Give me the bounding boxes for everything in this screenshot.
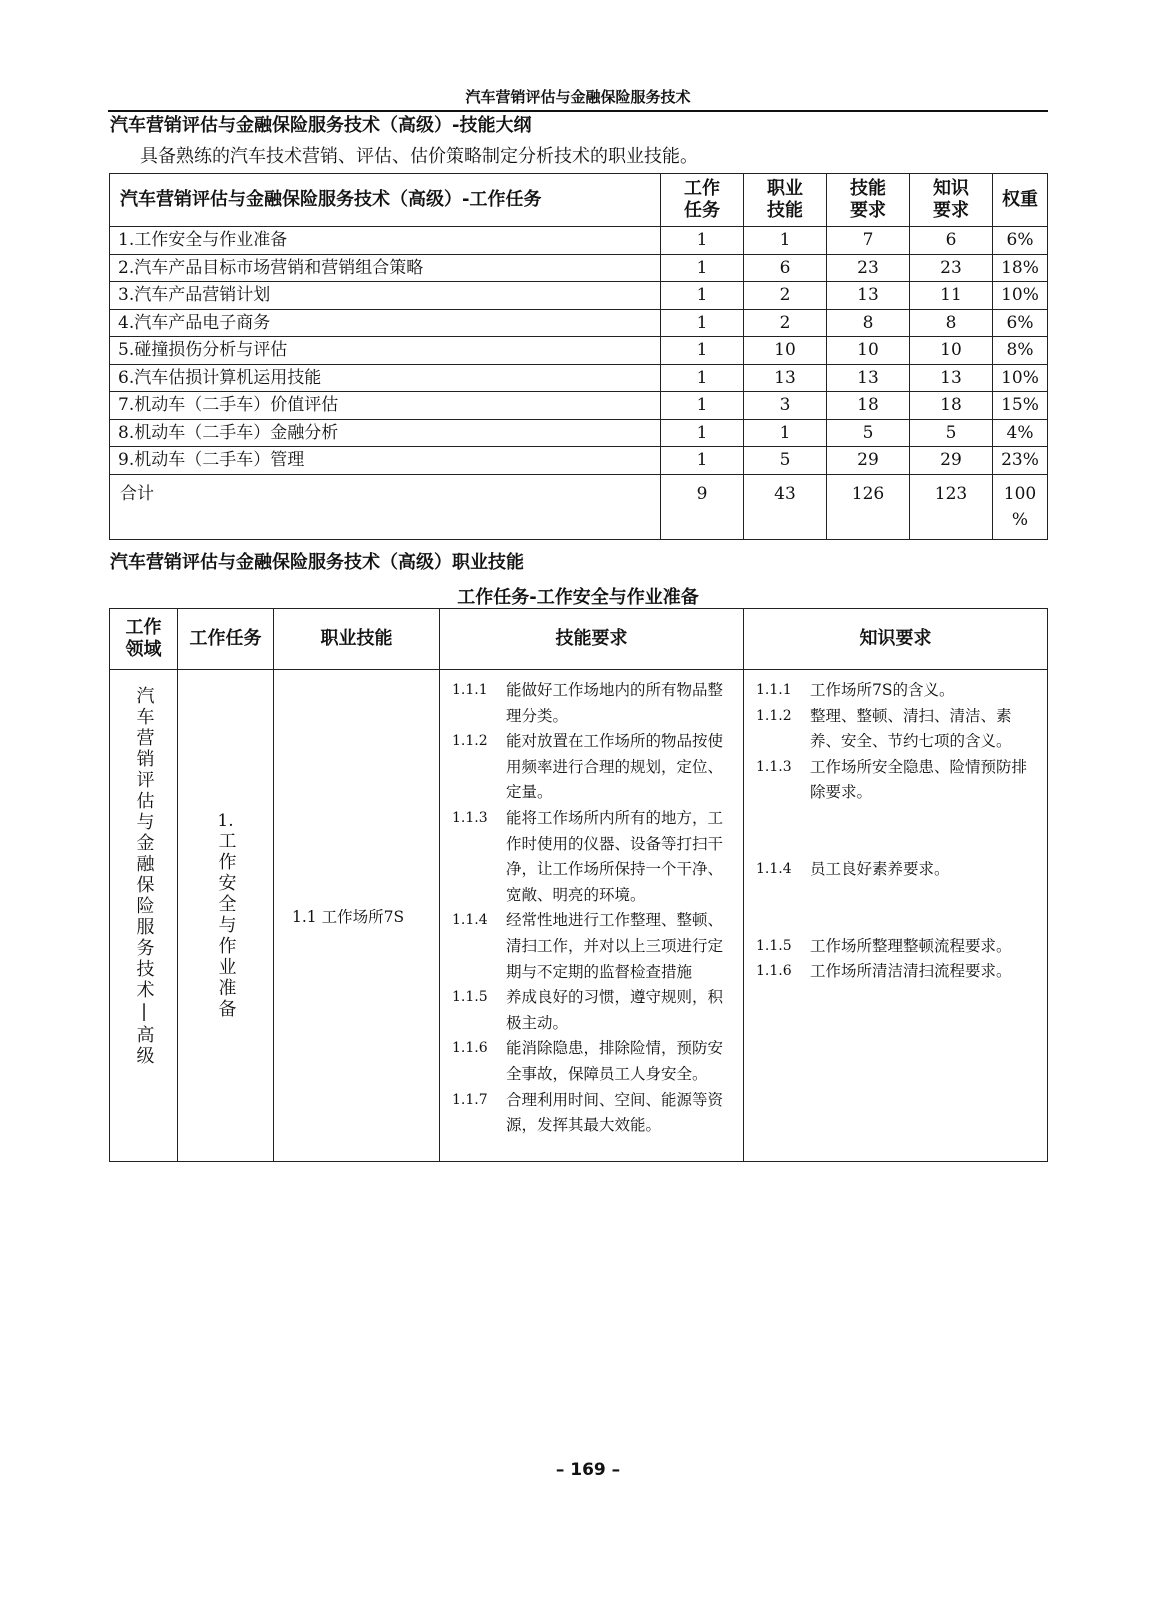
cell-work-tasks: 1	[661, 337, 744, 365]
header-knowledge-requirements: 知识要求	[744, 609, 1048, 670]
item-number: 1.1.5	[756, 937, 792, 954]
cell-skill-req: 8	[827, 309, 910, 337]
section-title-outline: 汽车营销评估与金融保险服务技术（高级）-技能大纲	[110, 115, 532, 136]
cell-knowledge-req: 18	[910, 392, 993, 420]
header-work-tasks-count: 工作 任务	[661, 174, 744, 227]
cell-task: 6.汽车估损计算机运用技能	[110, 364, 661, 392]
cell-knowledge-req: 8	[910, 309, 993, 337]
header-skill: 职业技能	[274, 609, 440, 670]
list-item	[452, 1088, 735, 1139]
item-number: 1.1.2	[452, 733, 488, 750]
total-weight: 100 %	[993, 474, 1048, 539]
cell-task: 1.工作安全与作业准备	[110, 227, 661, 255]
domain-cell	[110, 670, 178, 1162]
cell-skills: 2	[744, 282, 827, 310]
item-number: 1.1.6	[452, 1040, 488, 1057]
cell-weight: 6%	[993, 309, 1048, 337]
cell-skills: 1	[744, 419, 827, 447]
cell-knowledge-req: 5	[910, 419, 993, 447]
section-subtitle: 工作任务-工作安全与作业准备	[457, 587, 699, 608]
section-intro: 具备熟练的汽车技术营销、评估、估价策略制定分析技术的职业技能。	[140, 146, 698, 167]
cell-skills: 5	[744, 447, 827, 475]
header-domain: 工作 领域	[110, 609, 178, 670]
cell-weight: 4%	[993, 419, 1048, 447]
cell-skill-req: 13	[827, 282, 910, 310]
table-header-row	[110, 609, 1048, 670]
cell-task: 8.机动车（二手车）金融分析	[110, 419, 661, 447]
item-text: 能将工作场所内所有的地方，工作时使用的仪器、设备等打扫干净，让工作场所保持一个干净、宽敞、明亮的环境。	[506, 808, 724, 904]
cell-task: 5.碰撞损伤分析与评估	[110, 337, 661, 365]
table-row	[110, 282, 1048, 310]
cell-weight: 23%	[993, 447, 1048, 475]
skills-summary-table	[109, 173, 1048, 540]
table-row	[110, 364, 1048, 392]
total-work-tasks: 9	[661, 474, 744, 539]
item-text: 能对放置在工作场所的物品按使用频率进行合理的规划，定位、定量。	[506, 732, 724, 802]
cell-weight: 18%	[993, 254, 1048, 282]
item-text: 经常性地进行工作整理、整顿、清扫工作，并对以上三项进行定期与不定期的监督检查措施	[506, 911, 724, 981]
cell-skills: 2	[744, 309, 827, 337]
table-header-row	[110, 174, 1048, 227]
item-text: 工作场所清洁清扫流程要求。	[810, 962, 1012, 981]
cell-weight: 10%	[993, 282, 1048, 310]
cell-knowledge-req: 10	[910, 337, 993, 365]
cell-skill-req: 23	[827, 254, 910, 282]
list-item	[452, 806, 735, 908]
cell-skill-req: 10	[827, 337, 910, 365]
knowledge-requirements-cell	[744, 670, 1048, 1162]
header-skills-count: 职业 技能	[744, 174, 827, 227]
cell-knowledge-req: 13	[910, 364, 993, 392]
item-text: 能消除隐患，排除险情，预防安全事故，保障员工人身安全。	[506, 1039, 724, 1083]
cell-weight: 8%	[993, 337, 1048, 365]
cell-skill-req: 18	[827, 392, 910, 420]
list-item	[452, 678, 735, 729]
cell-weight: 6%	[993, 227, 1048, 255]
item-number: 1.1.3	[452, 809, 488, 826]
task-text: 工作安全与作业准备	[215, 831, 237, 1020]
section-title-skills: 汽车营销评估与金融保险服务技术（高级）职业技能	[110, 552, 524, 573]
table-row	[110, 670, 1048, 1162]
page-number: – 169 –	[555, 1460, 621, 1480]
cell-task: 7.机动车（二手车）价值评估	[110, 392, 661, 420]
item-number: 1.1.6	[756, 963, 792, 980]
table-row	[110, 227, 1048, 255]
skill-detail-table	[109, 608, 1048, 1162]
table-row	[110, 309, 1048, 337]
item-text: 能做好工作场地内的所有物品整理分类。	[506, 681, 724, 725]
table-row	[110, 254, 1048, 282]
cell-skills: 13	[744, 364, 827, 392]
cell-work-tasks: 1	[661, 419, 744, 447]
item-text: 员工良好素养要求。	[810, 859, 950, 878]
running-header: 汽车营销评估与金融保险服务技术	[108, 84, 1048, 112]
item-number: 1.1.4	[756, 860, 792, 877]
list-item	[452, 729, 735, 806]
total-skills: 43	[744, 474, 827, 539]
table-row	[110, 392, 1048, 420]
cell-work-tasks: 1	[661, 309, 744, 337]
cell-skill-req: 13	[827, 364, 910, 392]
cell-work-tasks: 1	[661, 282, 744, 310]
item-number: 1.1.4	[452, 912, 488, 929]
item-number: 1.1.7	[452, 1091, 488, 1108]
header-work-task: 汽车营销评估与金融保险服务技术（高级）-工作任务	[110, 174, 661, 227]
skill-cell: 1.1 工作场所7S	[274, 670, 440, 1162]
cell-skill-req: 29	[827, 447, 910, 475]
cell-work-tasks: 1	[661, 254, 744, 282]
item-text: 养成良好的习惯，遵守规则，积极主动。	[506, 988, 724, 1032]
cell-task: 2.汽车产品目标市场营销和营销组合策略	[110, 254, 661, 282]
header-task: 工作任务	[178, 609, 274, 670]
table-row	[110, 337, 1048, 365]
cell-knowledge-req: 23	[910, 254, 993, 282]
item-number: 1.1.2	[756, 707, 792, 724]
header-knowledge-req-count: 知识 要求	[910, 174, 993, 227]
cell-knowledge-req: 6	[910, 227, 993, 255]
item-number: 1.1.1	[756, 682, 792, 698]
list-item	[756, 934, 1039, 960]
cell-knowledge-req: 29	[910, 447, 993, 475]
table-row	[110, 419, 1048, 447]
list-item	[756, 959, 1039, 985]
total-task: 合计	[110, 474, 661, 539]
table-row	[110, 447, 1048, 475]
cell-work-tasks: 1	[661, 227, 744, 255]
item-number: 1.1.3	[756, 758, 792, 775]
item-text: 合理利用时间、空间、能源等资源，发挥其最大效能。	[506, 1090, 724, 1135]
cell-task: 4.汽车产品电子商务	[110, 309, 661, 337]
item-number: 1.1.5	[452, 989, 488, 1006]
cell-work-tasks: 1	[661, 392, 744, 420]
list-item	[452, 1036, 735, 1087]
task-cell	[178, 670, 274, 1162]
cell-skills: 1	[744, 227, 827, 255]
cell-skills: 3	[744, 392, 827, 420]
cell-work-tasks: 1	[661, 364, 744, 392]
cell-skills: 10	[744, 337, 827, 365]
total-knowledge-req: 123	[910, 474, 993, 539]
cell-skill-req: 7	[827, 227, 910, 255]
list-item	[452, 908, 735, 985]
cell-task: 3.汽车产品营销计划	[110, 282, 661, 310]
cell-task: 9.机动车（二手车）管理	[110, 447, 661, 475]
list-item	[452, 985, 735, 1036]
cell-work-tasks: 1	[661, 447, 744, 475]
header-skill-requirements: 技能要求	[440, 609, 744, 670]
list-item	[756, 704, 1039, 755]
cell-skill-req: 5	[827, 419, 910, 447]
total-skill-req: 126	[827, 474, 910, 539]
task-number: 1.	[217, 811, 234, 831]
header-skill-req-count: 技能 要求	[827, 174, 910, 227]
item-text: 工作场所安全隐患、险情预防排除要求。	[810, 757, 1028, 802]
list-item	[756, 755, 1039, 806]
skill-requirements-cell	[440, 670, 744, 1162]
header-weight: 权重	[993, 174, 1048, 227]
item-text: 工作场所7S的含义。	[810, 681, 955, 699]
list-item	[756, 678, 1039, 704]
table-total-row	[110, 474, 1048, 539]
cell-knowledge-req: 11	[910, 282, 993, 310]
cell-weight: 15%	[993, 392, 1048, 420]
item-number: 1.1.1	[452, 682, 488, 698]
cell-skills: 6	[744, 254, 827, 282]
item-text: 整理、整顿、清扫、清洁、素养、安全、节约七项的含义。	[810, 706, 1012, 751]
item-text: 工作场所整理整顿流程要求。	[810, 936, 1012, 955]
domain-text: 汽车营销评估与金融保险服务技术|高级	[133, 686, 155, 1067]
cell-weight: 10%	[993, 364, 1048, 392]
list-item	[756, 857, 1039, 883]
